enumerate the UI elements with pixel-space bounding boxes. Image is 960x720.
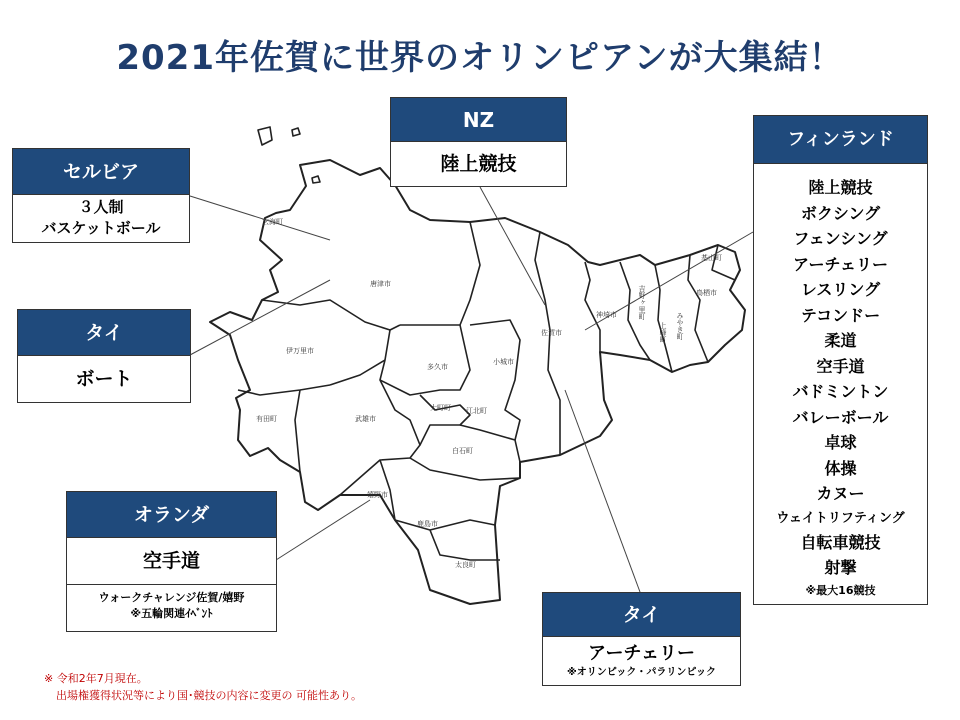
nz-header: NZ	[391, 98, 566, 142]
city-label: 神埼市	[596, 311, 617, 319]
nz-box	[390, 97, 567, 187]
thai-boat-box	[17, 309, 191, 403]
thai-boat-header: タイ	[18, 310, 190, 356]
finland-sport: 柔道	[824, 331, 857, 350]
page-title: 2021年佐賀に世界のオリンピアンが大集結！	[116, 38, 844, 78]
thai-archery-note: ※オリンピック・パラリンピック	[567, 667, 716, 678]
finland-sport: バドミントン	[792, 382, 889, 401]
city-label: 上峰町	[659, 322, 667, 343]
netherlands-header: オランダ	[67, 492, 276, 538]
footnote-line2: 出場権獲得状況等により国･競技の内容に変更の 可能性あり。	[56, 689, 362, 702]
island-1	[258, 127, 272, 145]
finland-sport: レスリング	[800, 280, 881, 299]
finland-sport: テコンドー	[800, 305, 881, 325]
netherlands-note1: ウォークチャレンジ佐賀/嬉野	[98, 591, 245, 604]
city-label: 多久市	[427, 363, 448, 371]
finland-sport: フェンシング	[793, 229, 888, 248]
city-label: 武雄市	[355, 415, 376, 423]
city-label: 嬉野市	[367, 491, 388, 499]
city-label: 唐津市	[370, 280, 391, 288]
finland-sport: ウェイトリフティング	[776, 510, 905, 526]
finland-box	[753, 115, 928, 605]
finland-sport: 空手道	[816, 356, 865, 376]
netherlands-box	[66, 491, 277, 632]
finland-sport: カヌー	[816, 484, 865, 503]
footnote-line1: ※ 令和2年7月現在。	[44, 672, 148, 685]
netherlands-note2: ※五輪関連ｲﾍﾞﾝﾄ	[130, 607, 213, 620]
finland-header: フィンランド	[754, 116, 927, 164]
finland-sport: 陸上競技	[808, 178, 873, 197]
finland-sport: 自転車競技	[800, 532, 881, 552]
city-label: 吉野ヶ里町	[638, 285, 646, 320]
thai-archery-header: タイ	[543, 593, 740, 637]
thai-archery-box	[542, 592, 741, 686]
finland-sport: 射撃	[824, 558, 857, 577]
city-label: 小城市	[493, 358, 514, 366]
city-label: 基山町	[701, 254, 722, 262]
city-label: みやき町	[676, 312, 684, 340]
city-label: 伊万里市	[286, 347, 314, 355]
serbia-sport-line1: ３人制	[78, 198, 124, 216]
city-label: 鳥栖市	[696, 289, 717, 297]
finland-sport: 卓球	[824, 433, 857, 452]
city-label: 玄海町	[262, 218, 283, 226]
serbia-header: セルビア	[13, 149, 189, 195]
finland-note: ※最大16競技	[805, 583, 876, 597]
city-label: 佐賀市	[541, 329, 562, 337]
city-label: 鹿島市	[417, 520, 438, 528]
thai-archery-sport: アーチェリー	[588, 643, 695, 664]
serbia-box	[12, 148, 190, 243]
finland-sport: 体操	[824, 458, 857, 478]
serbia-sport-line2: バスケットボール	[41, 219, 161, 237]
finland-sport: アーチェリー	[792, 254, 889, 274]
city-label: 江北町	[466, 407, 487, 415]
prefecture-outline	[210, 160, 745, 604]
thai-boat-sport: ボート	[75, 368, 133, 390]
nz-sport: 陸上競技	[440, 153, 517, 175]
city-label: 白石町	[452, 447, 473, 455]
finland-sport: バレーボール	[792, 407, 889, 427]
island-2	[292, 128, 300, 136]
city-label: 有田町	[256, 415, 277, 423]
netherlands-sport: 空手道	[67, 538, 276, 585]
footnote	[44, 670, 362, 704]
city-label: 太良町	[455, 561, 476, 569]
connector-netherlands	[276, 500, 370, 560]
city-label: 大町町	[430, 404, 451, 412]
finland-sport: ボクシング	[800, 203, 881, 223]
